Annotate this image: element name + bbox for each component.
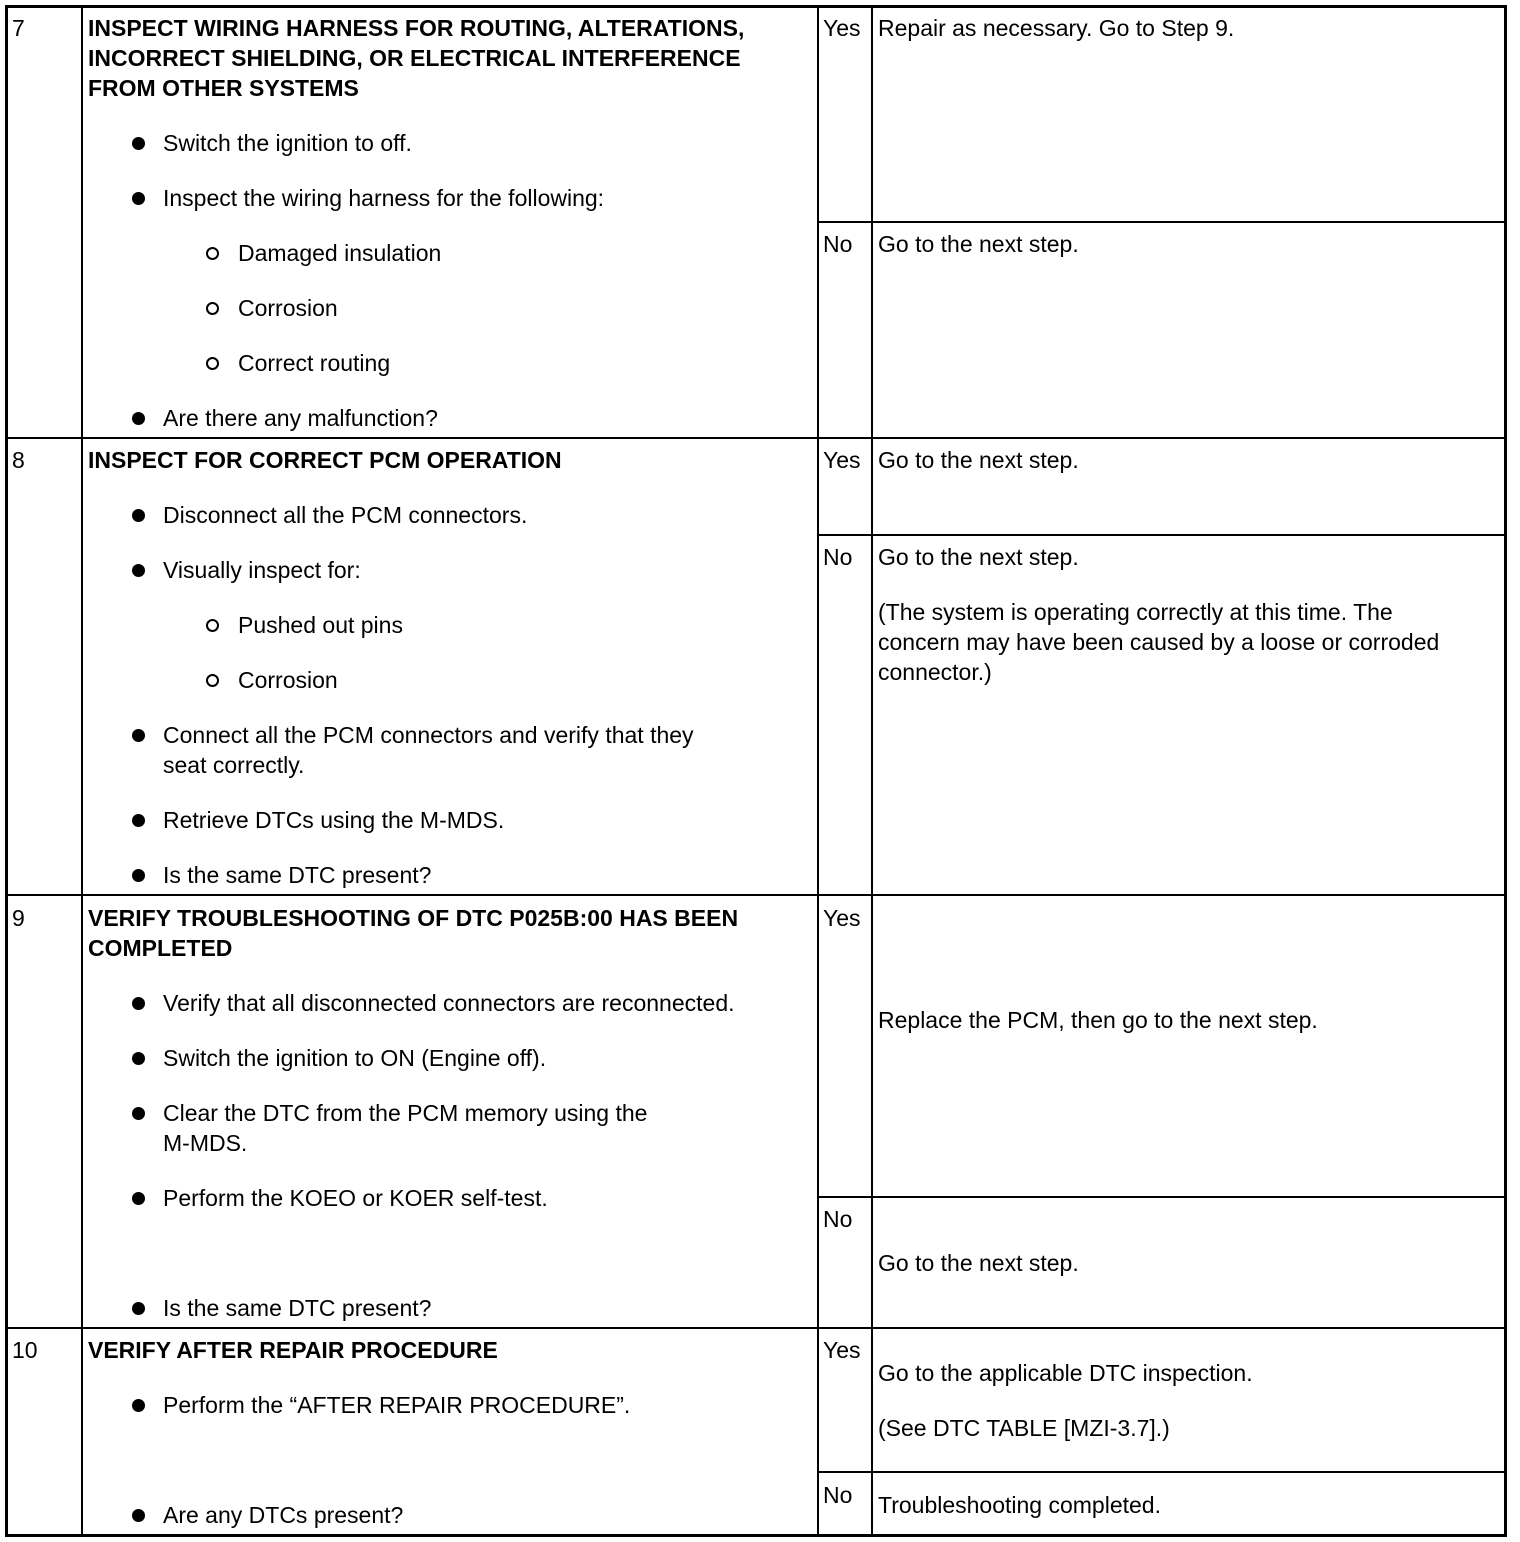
step-title: INSPECT WIRING HARNESS FOR ROUTING, ALTERATIONS, xyxy=(88,15,745,41)
step-number: 8 xyxy=(12,447,25,473)
yes-no-divider xyxy=(818,221,1506,223)
bullet-icon xyxy=(132,412,145,425)
row-divider xyxy=(6,894,1506,896)
yes-label: Yes xyxy=(823,1337,861,1363)
bullet-icon xyxy=(132,1399,145,1412)
bullet-icon xyxy=(132,1107,145,1120)
yes-note: (See DTC TABLE [MZI-3.7].) xyxy=(878,1415,1170,1441)
step-bullet: Switch the ignition to ON (Engine off). xyxy=(163,1045,547,1071)
column-divider xyxy=(81,6,83,1536)
yes-action: Repair as necessary. Go to Step 9. xyxy=(878,15,1235,41)
row-divider xyxy=(6,1327,1506,1329)
step-number: 9 xyxy=(12,905,25,931)
step-title: FROM OTHER SYSTEMS xyxy=(88,75,359,101)
bullet-icon xyxy=(132,1302,145,1315)
no-note: (The system is operating correctly at this time. The xyxy=(878,599,1393,625)
step-bullet: Visually inspect for: xyxy=(163,557,361,583)
step-bullet: Switch the ignition to off. xyxy=(163,130,412,156)
column-divider xyxy=(871,6,873,1536)
no-action: Go to the next step. xyxy=(878,544,1079,570)
bullet-icon xyxy=(132,814,145,827)
bullet-icon xyxy=(132,137,145,150)
step-number: 7 xyxy=(12,15,25,41)
step-bullet: Clear the DTC from the PCM memory using the xyxy=(163,1100,648,1126)
yes-no-divider xyxy=(818,1471,1506,1473)
yes-action: Replace the PCM, then go to the next step. xyxy=(878,1007,1318,1033)
row-divider xyxy=(6,437,1506,439)
step-bullet: Is the same DTC present? xyxy=(163,862,432,888)
bullet-icon xyxy=(132,1509,145,1522)
step-sub-bullet: Damaged insulation xyxy=(238,240,442,266)
yes-no-divider xyxy=(818,1196,1506,1198)
bullet-icon xyxy=(132,1052,145,1065)
step-bullet: Is the same DTC present? xyxy=(163,1295,432,1321)
step-sub-bullet: Corrosion xyxy=(238,667,338,693)
no-action: Go to the next step. xyxy=(878,231,1079,257)
step-bullet: Retrieve DTCs using the M-MDS. xyxy=(163,807,505,833)
no-note: connector.) xyxy=(878,659,992,685)
sub-bullet-icon xyxy=(206,357,219,370)
no-action: Go to the next step. xyxy=(878,1250,1079,1276)
sub-bullet-icon xyxy=(206,302,219,315)
step-title: VERIFY AFTER REPAIR PROCEDURE xyxy=(88,1337,498,1363)
bullet-icon xyxy=(132,1192,145,1205)
no-label: No xyxy=(823,544,853,570)
bullet-icon xyxy=(132,564,145,577)
yes-label: Yes xyxy=(823,447,861,473)
step-bullet-continued: M-MDS. xyxy=(163,1130,248,1156)
yes-label: Yes xyxy=(823,905,861,931)
step-bullet-continued: seat correctly. xyxy=(163,752,305,778)
step-title: COMPLETED xyxy=(88,935,233,961)
sub-bullet-icon xyxy=(206,619,219,632)
sub-bullet-icon xyxy=(206,247,219,260)
yes-action: Go to the applicable DTC inspection. xyxy=(878,1360,1253,1386)
step-bullet: Inspect the wiring harness for the following: xyxy=(163,185,605,211)
step-bullet: Disconnect all the PCM connectors. xyxy=(163,502,528,528)
no-action: Troubleshooting completed. xyxy=(878,1492,1161,1518)
bullet-icon xyxy=(132,509,145,522)
bullet-icon xyxy=(132,729,145,742)
step-sub-bullet: Corrosion xyxy=(238,295,338,321)
no-label: No xyxy=(823,1482,853,1508)
step-bullet: Connect all the PCM connectors and verify that they xyxy=(163,722,694,748)
no-label: No xyxy=(823,231,853,257)
step-title: INSPECT FOR CORRECT PCM OPERATION xyxy=(88,447,562,473)
yes-action: Go to the next step. xyxy=(878,447,1079,473)
step-sub-bullet: Pushed out pins xyxy=(238,612,403,638)
step-bullet: Perform the KOEO or KOER self-test. xyxy=(163,1185,548,1211)
bullet-icon xyxy=(132,997,145,1010)
step-number: 10 xyxy=(12,1337,38,1363)
step-bullet: Are there any malfunction? xyxy=(163,405,438,431)
no-note: concern may have been caused by a loose or corroded xyxy=(878,629,1440,655)
yes-label: Yes xyxy=(823,15,861,41)
step-bullet: Are any DTCs present? xyxy=(163,1502,404,1528)
step-bullet: Verify that all disconnected connectors are reconnected. xyxy=(163,990,735,1016)
yes-no-divider xyxy=(818,534,1506,536)
column-divider xyxy=(817,6,819,1536)
sub-bullet-icon xyxy=(206,674,219,687)
bullet-icon xyxy=(132,869,145,882)
step-title: INCORRECT SHIELDING, OR ELECTRICAL INTERFERENCE xyxy=(88,45,741,71)
step-bullet: Perform the “AFTER REPAIR PROCEDURE”. xyxy=(163,1392,631,1418)
no-label: No xyxy=(823,1206,853,1232)
bullet-icon xyxy=(132,192,145,205)
step-sub-bullet: Correct routing xyxy=(238,350,391,376)
step-title: VERIFY TROUBLESHOOTING OF DTC P025B:00 HAS BEEN xyxy=(88,905,739,931)
